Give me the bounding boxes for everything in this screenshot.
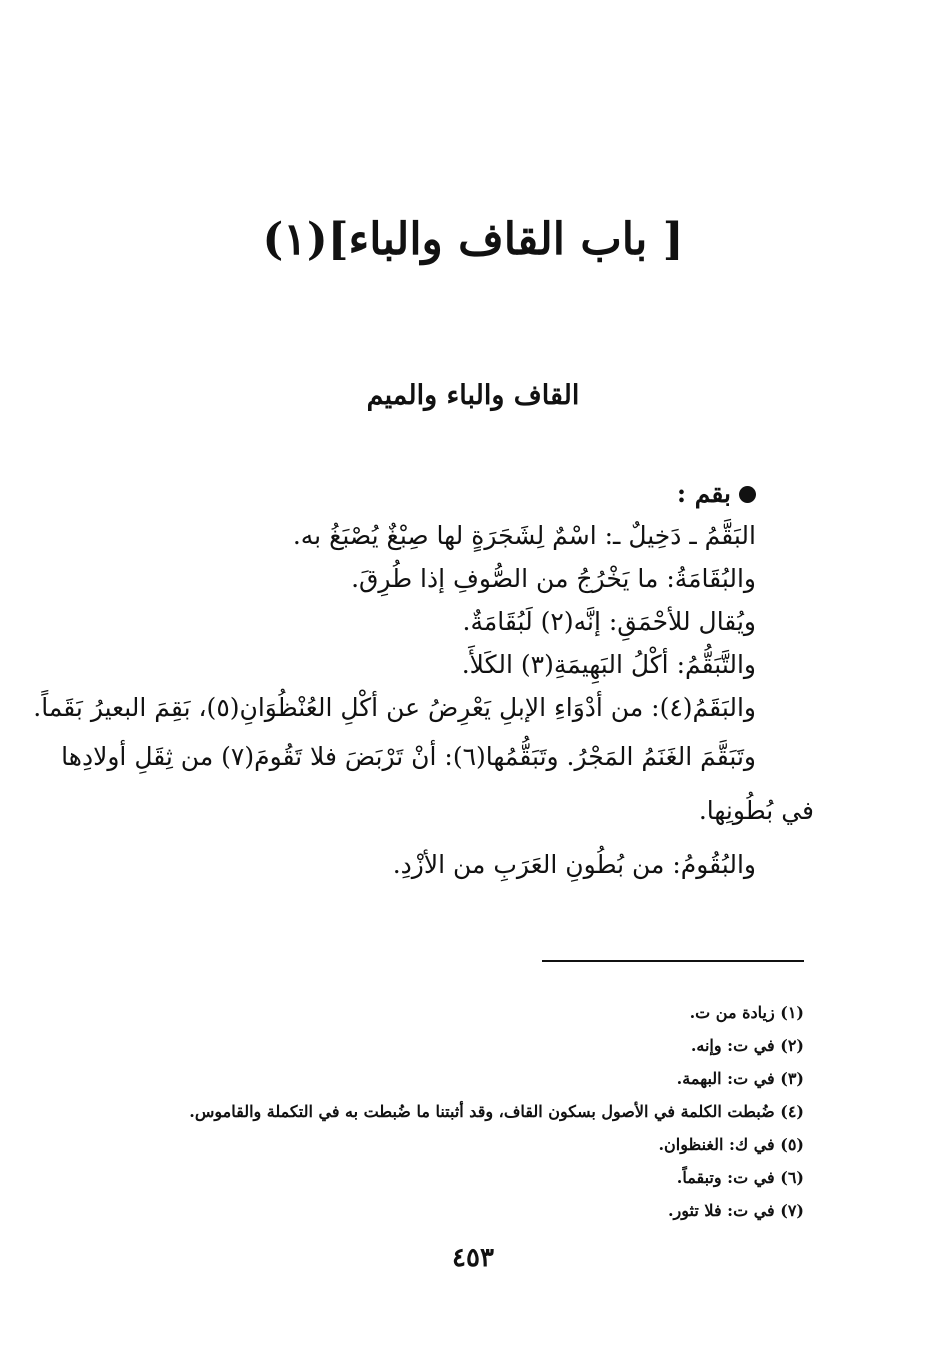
entry-body bbox=[33, 474, 814, 893]
entry-line: والبُقَامَةُ: ما يَخْرُجُ من الصُّوفِ إذا طُرِقَ. bbox=[351, 564, 756, 593]
footnote: (٦) في ت: وتبقماً. bbox=[676, 1168, 804, 1187]
footnote: (٤) ضُبطت الكلمة في الأصول بسكون القاف، وقد أثبتنا ما ضُبطت به في التكملة والقاموس. bbox=[189, 1102, 804, 1121]
entry-heading bbox=[56, 474, 756, 514]
chapter-title: [ باب القاف والباء](١) bbox=[262, 214, 684, 265]
footnote: (١) زيادة من ت. bbox=[689, 1003, 804, 1022]
entry-line: والتَّبَقُّمُ: أكْلُ البَهِيمَةِ(٣) الكَلأَ. bbox=[461, 650, 756, 679]
entry-root: بقم : bbox=[676, 479, 731, 508]
section-title: القاف والباء والميم bbox=[366, 380, 580, 411]
footnote: (٢) في ت: وإنه. bbox=[690, 1036, 804, 1055]
bullet-icon bbox=[739, 486, 756, 503]
entry-line-continuation: في بُطُونِها. bbox=[698, 796, 814, 825]
footnotes bbox=[124, 996, 804, 1227]
page-number: ٤٥٣ bbox=[452, 1243, 494, 1273]
footnote: (٥) في ك: الغنظوان. bbox=[658, 1135, 804, 1154]
entry-line: وتَبَقَّمَ الغَنَمُ المَجْرُ. وتَبَقُّمُها(٦): أنْ تَرْبَضَ فلا تَقُومَ(٧) من ثِقَلِ أولادِها bbox=[61, 742, 756, 771]
entry-line: ويُقال للأحْمَقِ: إنَّه(٢) لَبُقَامَةٌ. bbox=[462, 607, 756, 636]
footnote: (٣) في ت: البهمة. bbox=[676, 1069, 804, 1088]
entry-line: والبَقَمُ(٤): من أدْوَاءِ الإبلِ يَعْرِضُ عن أكْلِ العُنْظُوَانِ(٥)، بَقِمَ البعيرُ بَقَماً. bbox=[33, 693, 756, 722]
footnote: (٧) في ت: فلا تثور. bbox=[667, 1201, 804, 1220]
entry-line: البَقَّمُ ـ دَخِيلٌ ـ: اسْمٌ لِشَجَرَةٍ لها صِبْغٌ يُصْبَغُ به. bbox=[292, 521, 756, 550]
entry-line: والبُقُومُ: من بُطُونِ العَرَبِ من الأزْدِ. bbox=[392, 850, 756, 879]
footnote-divider bbox=[542, 960, 804, 962]
